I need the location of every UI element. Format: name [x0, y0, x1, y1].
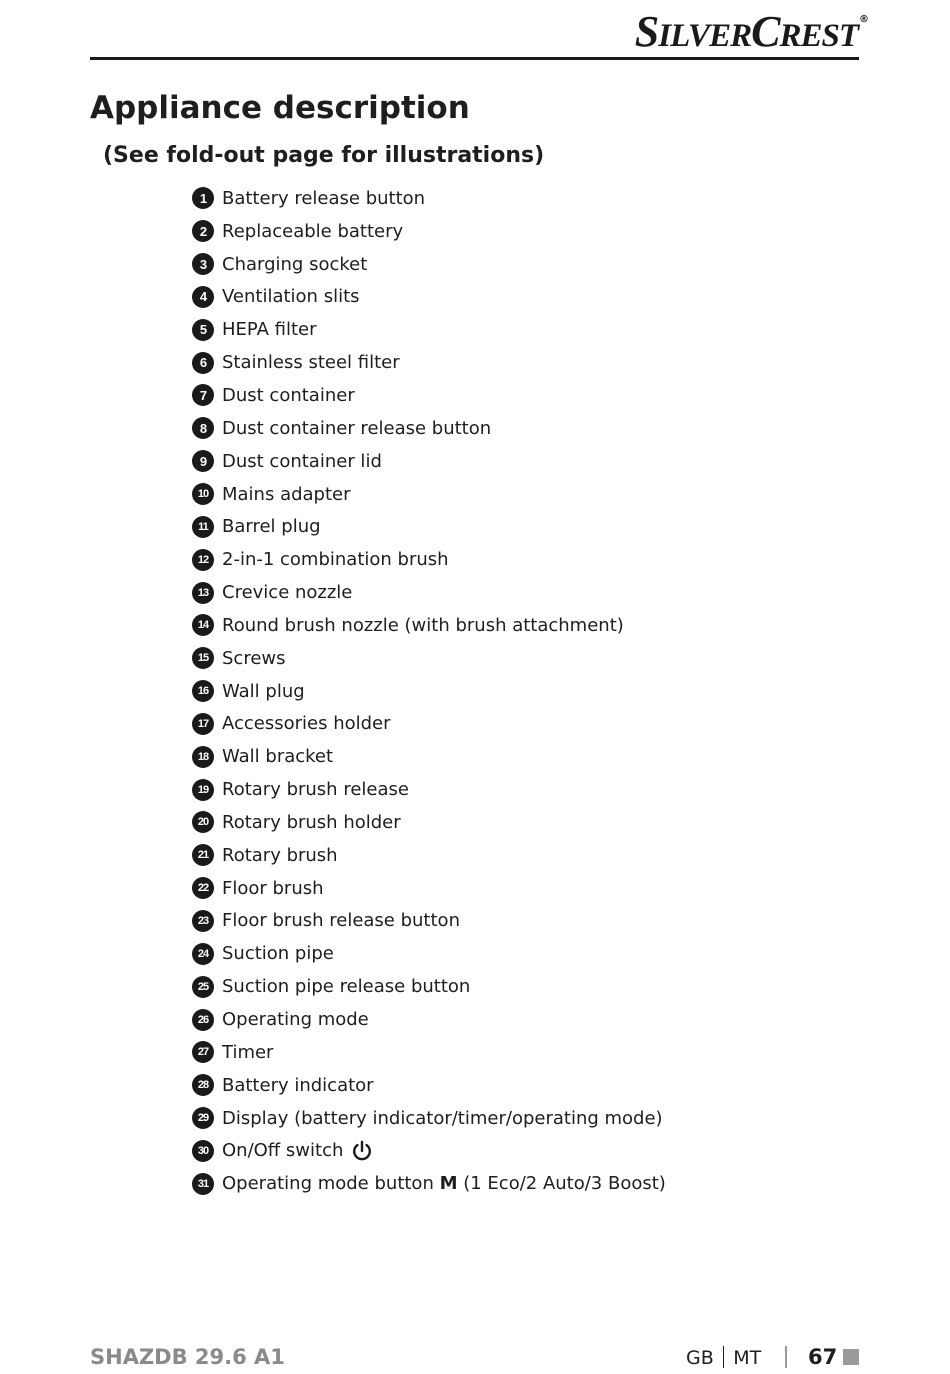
part-label-text: Floor brush release button — [222, 910, 460, 932]
part-item — [192, 937, 666, 970]
part-item — [192, 543, 666, 576]
part-number-badge: 3 — [192, 253, 214, 275]
part-label — [222, 1173, 666, 1194]
part-number-badge: 25 — [192, 976, 214, 998]
part-label — [222, 615, 624, 636]
part-label-text: Mains adapter — [222, 483, 351, 505]
part-number-badge: 7 — [192, 384, 214, 406]
part-item — [192, 281, 666, 314]
part-number-badge: 14 — [192, 614, 214, 636]
mode-button-letter: M — [439, 1173, 458, 1195]
part-label — [222, 976, 470, 997]
part-label — [222, 648, 286, 669]
part-label — [222, 319, 317, 340]
part-item — [192, 1069, 666, 1102]
language-gb: GB — [686, 1347, 714, 1369]
part-number-badge: 18 — [192, 746, 214, 768]
part-item — [192, 1102, 666, 1135]
part-label-text: HEPA filter — [222, 319, 317, 341]
part-label — [222, 746, 333, 767]
part-label — [222, 221, 403, 242]
part-label-text: Operating mode button — [222, 1173, 440, 1195]
part-number-badge: 20 — [192, 811, 214, 833]
part-item — [192, 346, 666, 379]
part-number-badge: 13 — [192, 582, 214, 604]
part-number-badge: 15 — [192, 647, 214, 669]
part-label — [222, 1042, 273, 1063]
part-item — [192, 642, 666, 675]
page-marker-square — [843, 1349, 859, 1365]
part-item — [192, 510, 666, 543]
part-label-text: Dust container — [222, 384, 355, 406]
page-number: 67 — [808, 1345, 838, 1369]
part-label-text: Battery indicator — [222, 1074, 374, 1096]
part-label-text: Suction pipe — [222, 943, 334, 965]
part-label — [222, 516, 321, 537]
part-item — [192, 872, 666, 905]
part-number-badge: 28 — [192, 1074, 214, 1096]
part-label-text: Ventilation slits — [222, 286, 360, 308]
part-label — [222, 188, 425, 209]
part-item — [192, 1003, 666, 1036]
model-number: SHAZDB 29.6 A1 — [90, 1345, 285, 1369]
part-label-suffix: (1 Eco/2 Auto/3 Boost) — [457, 1173, 666, 1195]
part-label-text: Floor brush — [222, 877, 324, 899]
part-label — [222, 713, 391, 734]
part-label — [222, 451, 382, 472]
part-number-badge: 31 — [192, 1173, 214, 1195]
language-mt: MT — [733, 1347, 762, 1369]
part-label-text: Battery release button — [222, 187, 426, 209]
part-number-badge: 30 — [192, 1140, 214, 1162]
part-label — [222, 1140, 343, 1161]
part-number-badge: 12 — [192, 549, 214, 571]
part-item — [192, 806, 666, 839]
part-label-text: Round brush nozzle (with brush attachment) — [222, 614, 624, 636]
part-number-badge: 1 — [192, 187, 214, 209]
part-label-text: Dust container lid — [222, 450, 382, 472]
page-title: Appliance description — [90, 90, 470, 126]
parts-list — [192, 182, 666, 1200]
part-label — [222, 385, 355, 406]
part-number-badge: 21 — [192, 844, 214, 866]
part-label — [222, 845, 338, 866]
part-number-badge: 22 — [192, 877, 214, 899]
part-item — [192, 478, 666, 511]
part-number-badge: 6 — [192, 352, 214, 374]
part-label — [222, 1009, 369, 1030]
part-label-text: Dust container release button — [222, 417, 492, 439]
part-label-text: Screws — [222, 647, 286, 669]
part-item — [192, 708, 666, 741]
part-label — [222, 352, 400, 373]
part-label-text: Display (battery indicator/timer/operating mode) — [222, 1107, 663, 1129]
part-item — [192, 215, 666, 248]
part-item — [192, 1134, 666, 1167]
language-codes — [686, 1345, 761, 1371]
part-number-badge: 2 — [192, 220, 214, 242]
part-label — [222, 812, 401, 833]
header-rule — [90, 57, 859, 60]
part-label-text: Barrel plug — [222, 516, 321, 538]
part-label — [222, 286, 360, 307]
part-number-badge: 24 — [192, 943, 214, 965]
part-item — [192, 412, 666, 445]
part-item — [192, 313, 666, 346]
part-label — [222, 418, 491, 439]
part-label — [222, 1108, 663, 1129]
part-number-badge: 29 — [192, 1107, 214, 1129]
part-label-text: Stainless steel filter — [222, 352, 400, 374]
part-label-text: Operating mode — [222, 1009, 369, 1031]
part-label — [222, 943, 334, 964]
part-label — [222, 254, 367, 275]
page-subtitle: (See fold-out page for illustrations) — [103, 143, 545, 168]
part-label — [222, 549, 449, 570]
part-number-badge: 11 — [192, 516, 214, 538]
part-item — [192, 576, 666, 609]
part-label-text: Accessories holder — [222, 713, 391, 735]
part-item — [192, 773, 666, 806]
part-label-text: Rotary brush — [222, 844, 338, 866]
footer-divider — [785, 1346, 787, 1368]
part-label — [222, 779, 409, 800]
part-label — [222, 878, 324, 899]
brand-logo: SILVERCREST ® — [634, 7, 868, 56]
part-item — [192, 905, 666, 938]
part-label — [222, 484, 351, 505]
part-label-text: Rotary brush holder — [222, 811, 401, 833]
part-item — [192, 379, 666, 412]
part-number-badge: 5 — [192, 319, 214, 341]
part-item — [192, 970, 666, 1003]
part-label — [222, 582, 352, 603]
part-label-text: Crevice nozzle — [222, 582, 353, 604]
language-separator — [723, 1346, 725, 1368]
part-label-text: Replaceable battery — [222, 220, 404, 242]
part-number-badge: 17 — [192, 713, 214, 735]
part-label — [222, 1075, 374, 1096]
part-item — [192, 609, 666, 642]
part-item — [192, 740, 666, 773]
part-number-badge: 26 — [192, 1009, 214, 1031]
part-item — [192, 1036, 666, 1069]
part-label-text: Suction pipe release button — [222, 976, 471, 998]
part-label-text: On/Off switch — [222, 1140, 344, 1162]
part-label — [222, 910, 460, 931]
part-number-badge: 16 — [192, 680, 214, 702]
part-item — [192, 182, 666, 215]
part-item — [192, 445, 666, 478]
part-label-text: Rotary brush release — [222, 779, 409, 801]
power-icon — [351, 1140, 373, 1162]
part-label-text: Wall plug — [222, 680, 305, 702]
part-number-badge: 19 — [192, 779, 214, 801]
part-label — [222, 681, 305, 702]
part-number-badge: 4 — [192, 286, 214, 308]
part-number-badge: 8 — [192, 417, 214, 439]
part-item — [192, 675, 666, 708]
part-item — [192, 248, 666, 281]
part-number-badge: 10 — [192, 483, 214, 505]
part-number-badge: 27 — [192, 1041, 214, 1063]
part-item — [192, 1167, 666, 1200]
part-label-text: Timer — [222, 1041, 274, 1063]
part-label-text: Charging socket — [222, 253, 368, 275]
part-label-text: 2-in-1 combination brush — [222, 549, 449, 571]
part-number-badge: 9 — [192, 450, 214, 472]
part-item — [192, 839, 666, 872]
part-label-text: Wall bracket — [222, 746, 334, 768]
part-number-badge: 23 — [192, 910, 214, 932]
